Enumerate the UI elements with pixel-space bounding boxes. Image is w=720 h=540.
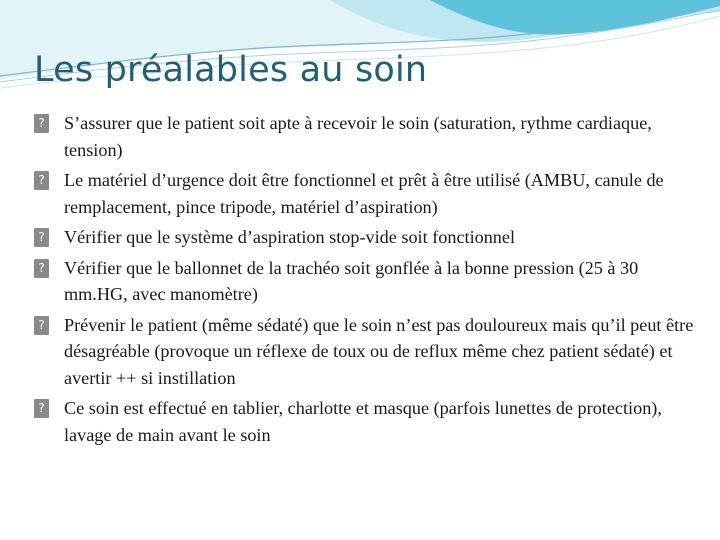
bullet-text: Vérifier que le système d’aspiration stop-vide soit fonctionnel bbox=[64, 227, 516, 247]
bullet-text: Prévenir le patient (même sédaté) que le soin n’est pas douloureux mais qu’il peut être désagréable (provoque un réflexe de toux ou de reflux même chez patient sédaté) et avertir ++ si instillation bbox=[64, 314, 694, 388]
slide-title: Les préalables au soin bbox=[34, 50, 428, 90]
bullet-marker-icon: ? bbox=[34, 399, 49, 418]
bullet-marker-icon: ? bbox=[34, 259, 49, 278]
bullet-marker-icon: ? bbox=[34, 114, 49, 133]
bullet-text: S’assurer que le patient soit apte à recevoir le soin (saturation, rythme cardiaque, tension) bbox=[64, 113, 652, 160]
bullet-item bbox=[34, 167, 694, 220]
bullet-marker-icon: ? bbox=[34, 228, 49, 247]
bullet-item bbox=[34, 255, 694, 308]
bullet-list bbox=[34, 110, 694, 452]
bullet-item bbox=[34, 312, 694, 392]
bullet-item bbox=[34, 395, 694, 448]
bullet-text: Ce soin est effectué en tablier, charlotte et masque (parfois lunettes de protection), lavage de main avant le soin bbox=[64, 398, 662, 445]
bullet-marker-icon: ? bbox=[34, 171, 49, 190]
bullet-marker-icon: ? bbox=[34, 316, 49, 335]
bullet-text: Vérifier que le ballonnet de la trachéo soit gonflée à la bonne pression (25 à 30 mm.HG, avec manomètre) bbox=[64, 257, 639, 304]
bullet-item bbox=[34, 224, 694, 251]
bullet-text: Le matériel d’urgence doit être fonctionnel et prêt à être utilisé (AMBU, canule de remplacement, pince tripode, matériel d’aspiration) bbox=[64, 170, 664, 217]
bullet-item bbox=[34, 110, 694, 163]
